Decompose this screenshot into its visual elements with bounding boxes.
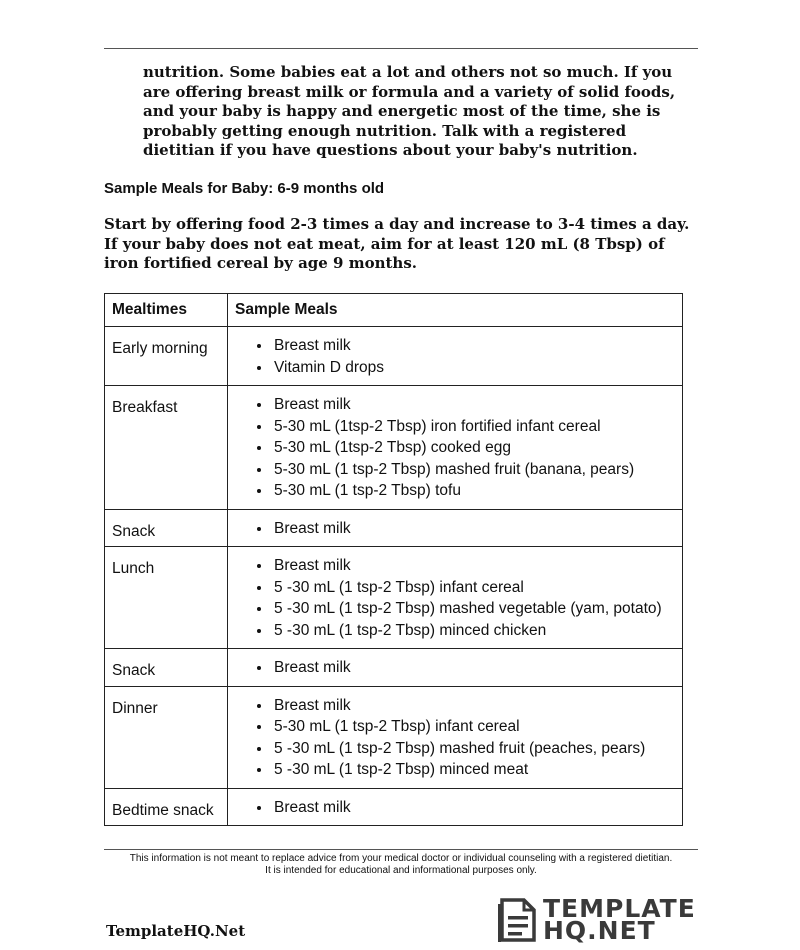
list-item: • 5-30 mL (1 tsp-2 Tbsp) infant cereal: [272, 716, 676, 738]
mealtime-cell: Breakfast: [105, 386, 228, 510]
mealtime-cell: Dinner: [105, 686, 228, 788]
list-item: • 5-30 mL (1tsp-2 Tbsp) cooked egg: [272, 437, 676, 459]
list-item: • Breast milk: [272, 518, 676, 540]
sample-meals-table: [104, 293, 683, 826]
intro-paragraph: nutrition. Some babies eat a lot and others not so much. If you are offering breast milk or formula and a variety of solid foods, and your baby is happy and energetic most of the time, she is probably getting enough nutrition. Talk with a registered dietitian if you have questions about your baby's nutrition.: [143, 63, 676, 160]
footer-brand-text: TemplateHQ.Net: [106, 922, 246, 940]
meal-item-list: [256, 695, 676, 781]
meal-item-list: [256, 335, 676, 378]
logo-word-hqnet: HQ.NET: [543, 916, 656, 945]
meal-item-list: [256, 555, 676, 641]
meal-item-list: [256, 518, 676, 540]
instructions-paragraph: Start by offering food 2-3 times a day and increase to 3-4 times a day. If your baby does not eat meat, aim for at least 120 mL (8 Tbsp) of iron fortified cereal by age 9 months.: [104, 215, 690, 273]
list-item: • 5 -30 mL (1 tsp-2 Tbsp) mashed vegetable (yam, potato): [272, 598, 676, 620]
document-icon: [498, 896, 540, 942]
table-row: [105, 686, 683, 788]
header-mealtimes: Mealtimes: [105, 294, 228, 327]
list-item: • Breast milk: [272, 657, 676, 679]
sample-meals-cell: [228, 327, 683, 386]
mealtime-cell: Lunch: [105, 547, 228, 649]
mealtime-cell: Bedtime snack: [105, 788, 228, 826]
table-row: [105, 547, 683, 649]
list-item: • 5 -30 mL (1 tsp-2 Tbsp) infant cereal: [272, 577, 676, 599]
meal-item-list: [256, 657, 676, 679]
sample-meals-cell: [228, 509, 683, 547]
templatehq-logo: [498, 894, 696, 945]
list-item: • Breast milk: [272, 695, 676, 717]
list-item: • 5-30 mL (1 tsp-2 Tbsp) mashed fruit (banana, pears): [272, 459, 676, 481]
sample-meals-cell: [228, 788, 683, 826]
list-item: • 5 -30 mL (1 tsp-2 Tbsp) minced meat: [272, 759, 676, 781]
sample-meals-cell: [228, 686, 683, 788]
list-item: • 5-30 mL (1tsp-2 Tbsp) iron fortified infant cereal: [272, 416, 676, 438]
sample-meals-cell: [228, 547, 683, 649]
table-row: [105, 509, 683, 547]
top-divider: [104, 48, 698, 49]
meal-item-list: [256, 394, 676, 502]
disclaimer-line-2: It is intended for educational and informational purposes only.: [265, 864, 537, 876]
disclaimer: [104, 853, 698, 876]
disclaimer-line-1: This information is not meant to replace advice from your medical doctor or individual counseling with a registered dietitian.: [129, 853, 673, 864]
table-row: [105, 788, 683, 826]
sample-meals-cell: [228, 649, 683, 687]
table-header-row: [105, 294, 683, 327]
logo-word-template: TEMPLATE: [543, 894, 696, 923]
mealtime-cell: Snack: [105, 509, 228, 547]
list-item: • 5-30 mL (1 tsp-2 Tbsp) tofu: [272, 480, 676, 502]
list-item: • 5 -30 mL (1 tsp-2 Tbsp) mashed fruit (peaches, pears): [272, 738, 676, 760]
table-row: [105, 649, 683, 687]
mealtime-cell: Snack: [105, 649, 228, 687]
list-item: • Breast milk: [272, 797, 676, 819]
list-item: • Vitamin D drops: [272, 357, 676, 379]
list-item: • Breast milk: [272, 555, 676, 577]
list-item: • 5 -30 mL (1 tsp-2 Tbsp) minced chicken: [272, 620, 676, 642]
meal-item-list: [256, 797, 676, 819]
sample-meals-cell: [228, 386, 683, 510]
table-row: [105, 386, 683, 510]
table-row: [105, 327, 683, 386]
list-item: • Breast milk: [272, 394, 676, 416]
list-item: • Breast milk: [272, 335, 676, 357]
section-title: Sample Meals for Baby: 6-9 months old: [104, 180, 385, 197]
header-sample-meals: Sample Meals: [228, 294, 683, 327]
mealtime-cell: Early morning: [105, 327, 228, 386]
bottom-divider: [104, 849, 698, 850]
